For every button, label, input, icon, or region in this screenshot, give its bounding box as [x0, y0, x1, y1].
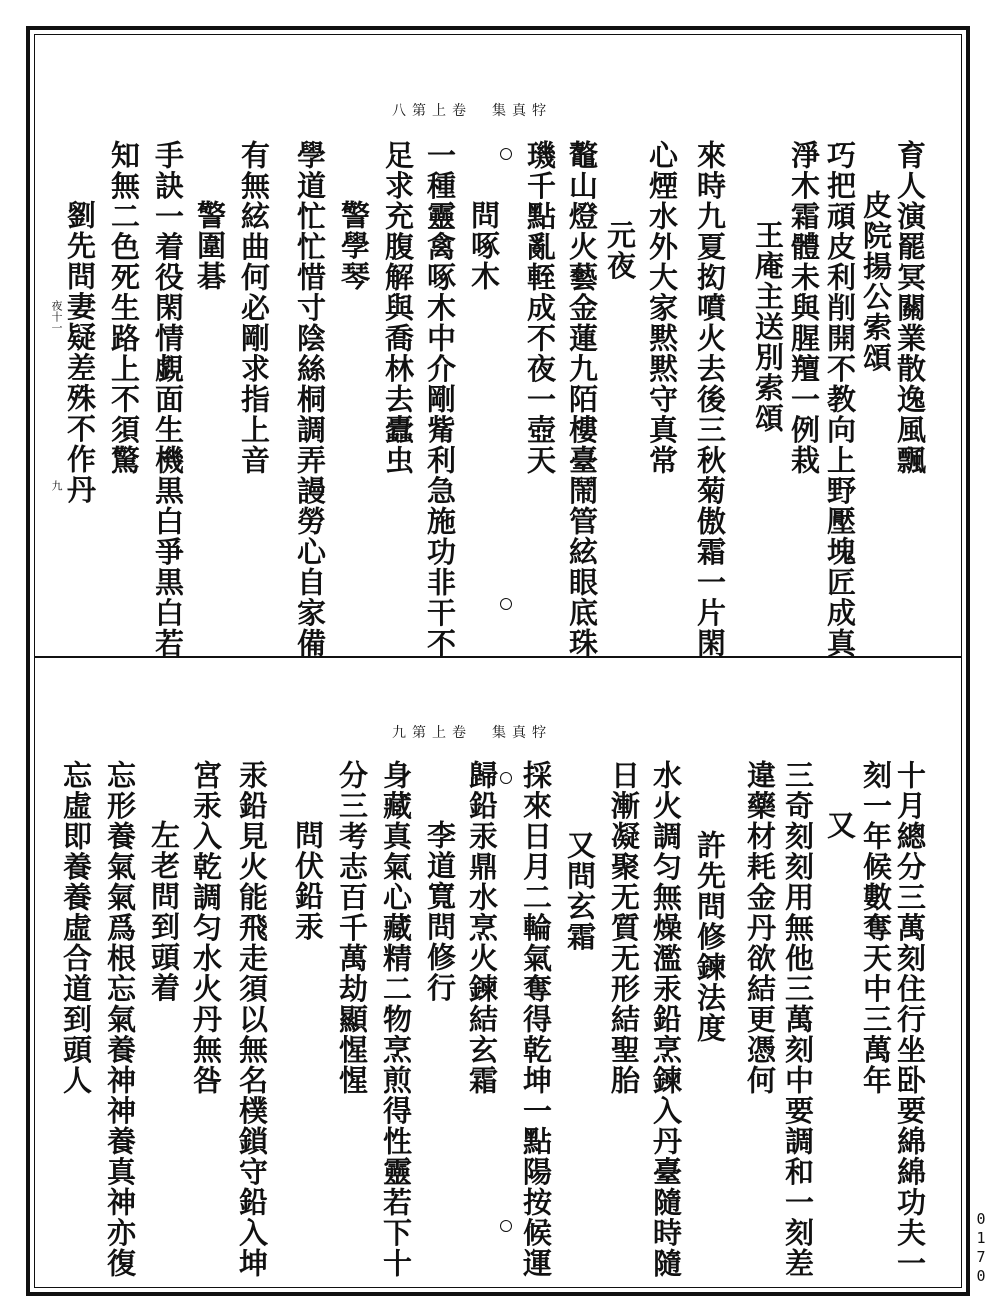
lower-column-7: 水火調匀無燥濫汞鉛烹鍊入丹臺隨時隨 — [649, 760, 683, 1279]
lower-column-15: 問伏鉛汞 — [291, 820, 325, 942]
lower-column-13: 身藏真氣心藏精二物烹煎得性靈若下十 — [379, 760, 413, 1279]
upper-column-4: 淨木霜體未與腥羶一例栽 — [787, 140, 821, 476]
lower-column-11: 歸鉛汞鼎水烹火鍊結玄霜 — [465, 760, 499, 1096]
upper-column-12: 一種靈禽啄木中介剛觜利急施功非干不 — [423, 140, 457, 659]
lower-column-19: 忘形養氣氣爲根忘氣養神神養真神亦復 — [103, 760, 137, 1279]
upper-column-13: 足求充腹解與喬林去蠹虫 — [381, 140, 415, 476]
upper-column-10: 璣千點亂輊成不夜一壺天 — [523, 140, 557, 476]
upper-column-20: 劉先問妻疑差殊不作丹 — [63, 200, 97, 505]
lower-column-18: 左老問到頭着 — [147, 820, 181, 1003]
upper-column-2: 皮院揚公索頌 — [859, 190, 893, 373]
lower-column-5: 違藥材耗金丹欲結更憑何 — [743, 760, 777, 1096]
upper-small-mark-1: 夜十一 — [50, 300, 63, 333]
upper-column-1: 育人演罷冥關業散逸風飄 — [893, 140, 927, 476]
lower-column-9: 又問玄霜 — [563, 830, 597, 952]
lower-column-20: 忘虛即養養虛合道到頭人 — [59, 760, 93, 1096]
lower-column-14: 分三考志百千萬劫顯惺惺 — [335, 760, 369, 1096]
lower-column-12: 李道寬問修行 — [423, 820, 457, 1003]
lower-column-2: 刻一年候數奪天中三萬年 — [859, 760, 893, 1096]
upper-column-6: 來時九夏抝噴火去後三秋菊傲霜一片閑 — [693, 140, 727, 659]
lower-column-16: 汞鉛見火能飛走須以無名樸鎖守鉛入坤 — [235, 760, 269, 1279]
upper-column-17: 警圍碁 — [193, 200, 227, 292]
page-number: 0170 — [972, 1210, 990, 1286]
lower-column-1: 十月總分三萬刻住行坐卧要綿綿功夫一 — [893, 760, 927, 1279]
lower-circle-mark-2 — [500, 1220, 512, 1232]
upper-column-11: 問啄木 — [467, 200, 501, 292]
lower-column-6: 許先問修鍊法度 — [693, 830, 727, 1044]
lower-header: 九第上卷 集真牸 — [392, 725, 552, 741]
upper-column-18: 手訣一着役閑情覷面生機黒白爭黒白若 — [151, 140, 185, 659]
lower-column-17: 宮汞入乾調匀水火丹無咎 — [189, 760, 223, 1096]
upper-header: 八第上卷 集真牸 — [392, 103, 552, 119]
upper-column-16: 有無絃曲何必剛求指上音 — [237, 140, 271, 476]
upper-column-19: 知無二色死生路上不須驚 — [107, 140, 141, 476]
upper-column-5: 王庵主送別索頌 — [751, 220, 785, 434]
upper-circle-mark-1 — [500, 148, 512, 160]
upper-small-mark-2: 九 — [50, 480, 63, 491]
lower-column-10: 採來日月二輪氣奪得乾坤一點陽按候運 — [519, 760, 553, 1279]
upper-column-14: 警學琴 — [337, 200, 371, 292]
lower-column-8: 日漸凝聚无質无形結聖胎 — [607, 760, 641, 1096]
lower-column-3: 又 — [823, 810, 857, 841]
upper-column-8: 元夜 — [603, 220, 637, 281]
upper-column-7: 心煙水外大家黙黙守真常 — [645, 140, 679, 476]
lower-column-4: 三奇刻刻用無他三萬刻中要調和一刻差 — [781, 760, 815, 1279]
upper-column-9: 鼇山燈火藝金蓮九陌樓臺鬧管絃眼底珠 — [565, 140, 599, 659]
upper-column-3: 巧把頑皮利削開不教向上野壓塊匠成真 — [823, 140, 857, 659]
upper-circle-mark-2 — [500, 598, 512, 610]
upper-column-15: 學道忙忙惜寸陰絲桐調弄謾勞心自家備 — [293, 140, 327, 659]
